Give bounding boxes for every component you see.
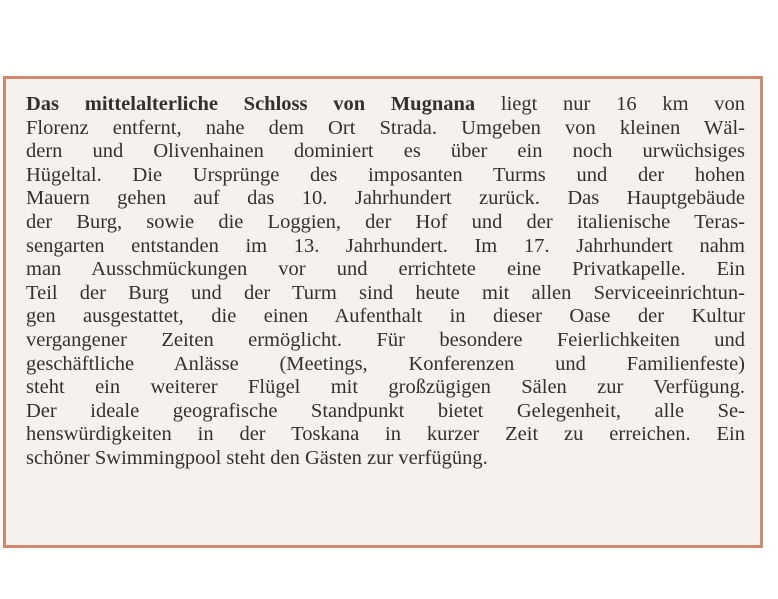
- text-line-15: henswürdigkeiten in der Toskana in kurzer Zeit zu erreichen. Ein: [26, 423, 745, 446]
- text-line-7: sengarten entstanden im 13. Jahrhundert. Im 17. Jahrhundert nahm: [26, 234, 745, 257]
- text-line-2: Florenz entfernt, nahe dem Ort Strada. Umgeben von kleinen Wäl-: [26, 116, 745, 139]
- castle-name-heading: Das mittelalterliche Schloss von Mugnana: [26, 93, 476, 115]
- text-line-9: Teil der Burg und der Turm sind heute mit allen Serviceeinrichtun-: [26, 281, 745, 304]
- text-line-10: gen ausgestattet, die einen Aufenthalt in dieser Oase der Kultur: [26, 305, 745, 328]
- text-line-8: man Ausschmückungen vor und errichtete eine Privatkapelle. Ein: [26, 258, 745, 281]
- text-line-14: Der ideale geografische Standpunkt bietet Gelegenheit, alle Se-: [26, 399, 745, 422]
- text-line-4: Hügeltal. Die Ursprünge des imposanten Turms und der hohen: [26, 163, 745, 186]
- text-box-frame: [3, 76, 763, 548]
- text-line-16: schöner Swimmingpool steht den Gästen zur verfügüng.: [26, 446, 488, 469]
- text-line-1: [26, 93, 745, 117]
- text-line-5: Mauern gehen auf das 10. Jahrhundert zurück. Das Hauptgebäude: [26, 187, 745, 210]
- text-line-3: dern und Olivenhainen dominiert es über ein noch urwüchsiges: [26, 140, 745, 163]
- description-paragraph: [26, 93, 745, 471]
- text-line-13: steht ein weiterer Flügel mit großzügigen Sälen zur Verfügung.: [26, 376, 745, 399]
- text-line-11: vergangener Zeiten ermöglicht. Für besondere Feierlichkeiten und: [26, 328, 745, 351]
- text-line-1-rest: liegt nur 16 km von: [475, 93, 745, 115]
- text-line-6: der Burg, sowie die Loggien, der Hof und der italienische Teras-: [26, 210, 745, 233]
- text-line-12: geschäftliche Anlässe (Meetings, Konferenzen und Familienfeste): [26, 352, 745, 375]
